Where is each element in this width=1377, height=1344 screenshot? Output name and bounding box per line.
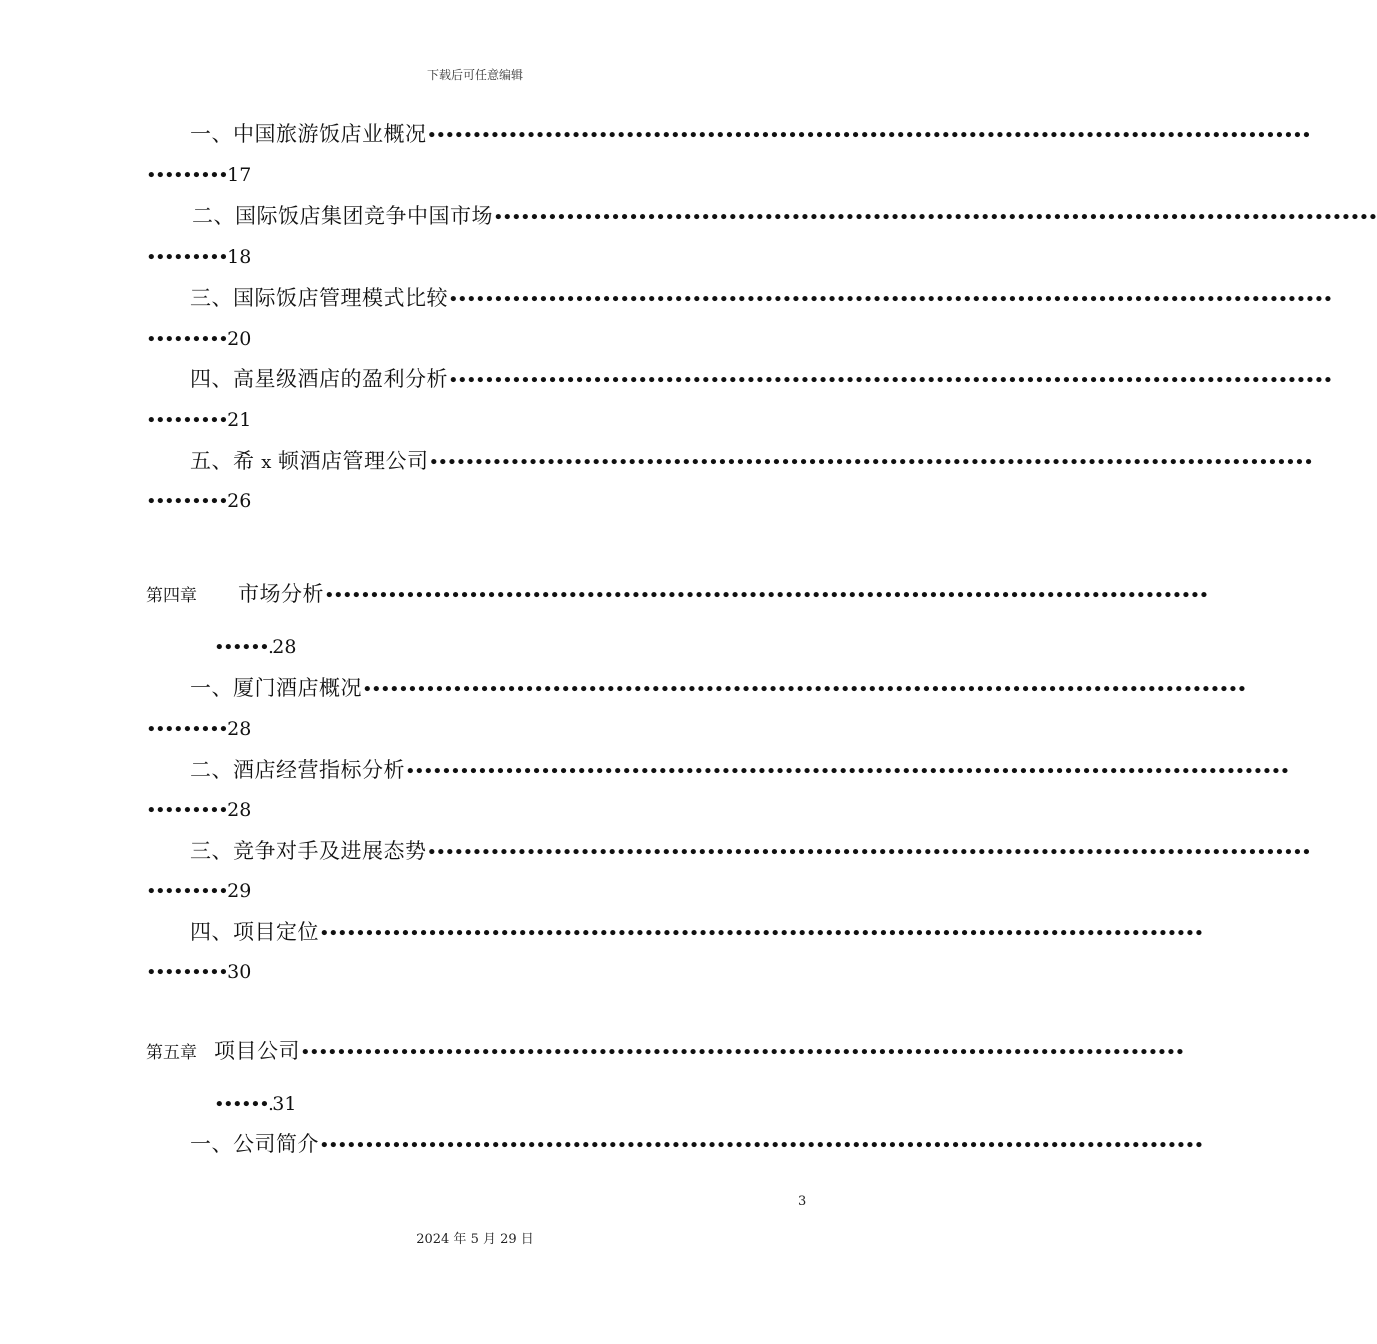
toc-page-number: 28 — [227, 718, 252, 740]
leader-dots: •••••••••••••••••••••••••••••••••••••••••••••••••••••••••••••••••••••••••••••••••••••••••••••••••• — [426, 125, 1311, 146]
toc-entry-hilton-management[interactable] — [190, 447, 1313, 475]
toc-chapter-title: 市场分析 — [238, 582, 324, 606]
leader-dots: •••••••••••••••••••••••••••••••••••••••••••••••••••••••••••••••••••••••••••••••••••••••••••••••••• — [448, 289, 1332, 310]
toc-chapter-label — [146, 580, 197, 608]
toc-page-number: 30 — [227, 961, 252, 983]
toc-entry-xiamen-overview[interactable] — [190, 674, 1246, 702]
toc-page-number: 21 — [227, 409, 252, 431]
page-number: 3 — [798, 1194, 807, 1209]
toc-entry-title: 三、国际饭店管理模式比较 — [190, 286, 448, 310]
leader-dots: •••••••••••••••••••••••••••••••••••••••••••••••••••••••••••••••••••••••••••••••••••••••••••••••••• — [428, 452, 1313, 473]
leader-dots: ••••••••• — [146, 247, 228, 268]
toc-chapter-page-line — [214, 632, 296, 660]
toc-entry-title: 四、项目定位 — [190, 920, 319, 944]
toc-entry-positioning[interactable] — [190, 918, 1203, 946]
leader-dots: •••••••••••••••••••••••••••••••••••••••••••••••••••••••••••••••••••••••••••••••••••••••••••••••••• — [448, 370, 1332, 391]
leader-dots: •••••••••••••••••••••••••••••••••••••••••••••••••••••••••••••••••••••••••••••••••••••••••••••••••• — [405, 761, 1289, 782]
toc-entry-page-line — [146, 876, 251, 904]
toc-entry-page-line — [146, 714, 251, 742]
toc-chapter-title: 项目公司 — [214, 1039, 300, 1063]
toc-entry-title: 二、酒店经营指标分析 — [190, 758, 405, 782]
toc-chapter-market-analysis[interactable] — [238, 580, 1208, 608]
leader-dots: •••••••••••••••••••••••••••••••••••••••••••••••••••••••••••••••••••••••••••••••••••••••••••••••••• — [319, 1135, 1203, 1156]
toc-entry-company-profile[interactable] — [190, 1130, 1203, 1158]
toc-entry-title: 三、竞争对手及进展态势 — [190, 839, 427, 863]
leader-dots: •••••••••••••••••••••••••••••••••••••••••••••••••••••••••••••••••••••••••••••••••••••••••••••••••• — [493, 207, 1377, 228]
leader-dots: ••••••••• — [146, 719, 228, 740]
leader-dots: ••••••. — [214, 637, 273, 658]
leader-dots: •••••••••••••••••••••••••••••••••••••••••••••••••••••••••••••••••••••••••••••••••••••••••••••••••• — [426, 842, 1311, 863]
footer-date: 2024 年 5 月 29 日 — [416, 1232, 534, 1247]
leader-dots: ••••••••• — [146, 165, 228, 186]
leader-dots: ••••••••• — [146, 800, 228, 821]
toc-page-number: 29 — [227, 880, 252, 902]
leader-dots: ••••••••• — [146, 491, 228, 512]
toc-entry-page-line — [146, 795, 251, 823]
toc-page-number: 17 — [227, 164, 252, 186]
leader-dots: •••••••••••••••••••••••••••••••••••••••••••••••••••••••••••••••••••••••••••••••••••••••••••••••••• — [362, 679, 1246, 700]
toc-page-number: 20 — [227, 328, 252, 350]
toc-entry-china-hotel-overview[interactable] — [190, 120, 1311, 148]
leader-dots: •••••••••••••••••••••••••••••••••••••••••••••••••••••••••••••••••••••••••••••••••••••••••••••••••• — [324, 585, 1208, 606]
leader-dots: ••••••••• — [146, 410, 228, 431]
toc-entry-title-part: x — [261, 452, 272, 473]
leader-dots: •••••••••••••••••••••••••••••••••••••••••••••••••••••••••••••••••••••••••••••••••••••••••••••••••• — [319, 923, 1203, 944]
toc-entry-profit-analysis[interactable] — [190, 365, 1332, 393]
toc-entry-page-line — [146, 405, 251, 433]
toc-entry-title: 二、国际饭店集团竞争中国市场 — [192, 204, 493, 228]
toc-page-number: 31 — [272, 1093, 297, 1115]
toc-page-number: 28 — [272, 636, 297, 658]
toc-entry-title: 一、厦门酒店概况 — [190, 676, 362, 700]
toc-chapter-page-line — [214, 1089, 296, 1117]
toc-entry-page-line — [146, 486, 251, 514]
toc-page-number: 28 — [227, 799, 252, 821]
page-header-note: 下载后可任意编辑 — [426, 68, 523, 82]
toc-entry-title: 一、中国旅游饭店业概况 — [190, 122, 427, 146]
toc-entry-page-line — [146, 324, 251, 352]
toc-entry-operating-indicators[interactable] — [190, 756, 1289, 784]
leader-dots: ••••••••• — [146, 962, 228, 983]
toc-entry-title: 一、公司简介 — [190, 1132, 319, 1156]
toc-chapter-label — [146, 1037, 197, 1065]
toc-entry-page-line — [146, 957, 251, 985]
leader-dots: ••••••••• — [146, 881, 228, 902]
leader-dots: ••••••••• — [146, 329, 228, 350]
toc-page-number: 26 — [227, 490, 252, 512]
toc-entry-page-line — [146, 242, 251, 270]
toc-entry-international-hotel-groups[interactable] — [192, 202, 1377, 230]
toc-entry-title-part: 顿酒店管理公司 — [278, 449, 429, 473]
toc-page-number: 18 — [227, 246, 252, 268]
chapter-number: 第五章 — [146, 1043, 197, 1063]
leader-dots: ••••••. — [214, 1094, 273, 1115]
leader-dots: •••••••••••••••••••••••••••••••••••••••••••••••••••••••••••••••••••••••••••••••••••••••••••••••••• — [300, 1042, 1184, 1063]
toc-entry-title-part: 五、希 — [190, 449, 255, 473]
toc-entry-title: 四、高星级酒店的盈利分析 — [190, 367, 448, 391]
toc-entry-competitors[interactable] — [190, 837, 1311, 865]
toc-entry-management-models[interactable] — [190, 284, 1332, 312]
toc-chapter-project-company[interactable] — [214, 1037, 1184, 1065]
chapter-number: 第四章 — [146, 586, 197, 606]
toc-entry-page-line — [146, 160, 251, 188]
